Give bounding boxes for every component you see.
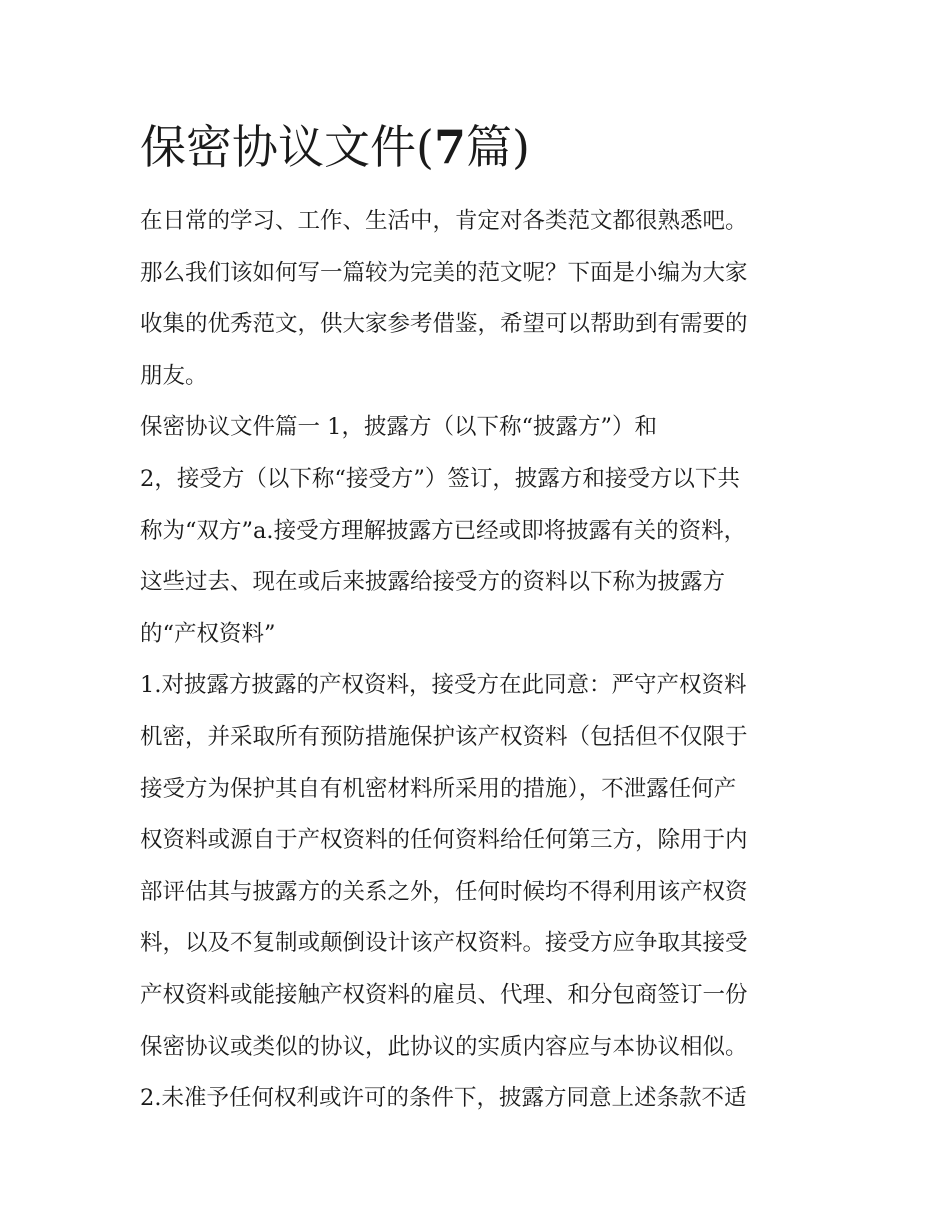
title-main: 保密协议文件(: [140, 120, 434, 174]
text-line: 产权资料或能接触产权资料的雇员、代理、和分包商签订一份: [140, 981, 748, 1008]
text-line: 2.未准予任何权利或许可的条件下，披露方同意上述条款不适: [140, 1085, 747, 1112]
text-line: 这些过去、现在或后来披露给接受方的资料以下称为披露方: [140, 569, 726, 596]
text-line: 1.对披露方披露的产权资料，接受方在此同意：严守产权资料: [140, 672, 747, 699]
text-line: 权资料或源自于产权资料的任何资料给任何第三方，除用于内: [140, 827, 748, 854]
text-line: 料，以及不复制或颠倒设计该产权资料。接受方应争取其接受: [140, 930, 748, 957]
text-line: 保密协议或类似的协议，此协议的实质内容应与本协议相似。: [140, 1033, 748, 1060]
document-title: [140, 112, 530, 182]
text-line: 的“产权资料”: [140, 620, 276, 647]
text-line: 收集的优秀范文，供大家参考借鉴，希望可以帮助到有需要的: [140, 311, 748, 338]
title-tail: 篇): [465, 120, 530, 174]
text-line: 保密协议文件篇一 1，披露方（以下称“披露方”）和: [140, 414, 657, 441]
text-line: 机密，并采取所有预防措施保护该产权资料（包括但不仅限于: [140, 723, 748, 750]
text-line: 朋友。: [140, 362, 208, 389]
text-line: 在日常的学习、工作、生活中，肯定对各类范文都很熟悉吧。: [140, 208, 748, 234]
text-line: 2，接受方（以下称“接受方”）签订，披露方和接受方以下共: [140, 465, 740, 492]
text-line: 称为“双方”a.接受方理解披露方已经或即将披露有关的资料，: [140, 517, 747, 544]
text-line: 部评估其与披露方的关系之外，任何时候均不得利用该产权资: [140, 878, 748, 905]
document-body: [140, 196, 820, 1125]
text-line: 那么我们该如何写一篇较为完美的范文呢？下面是小编为大家: [140, 259, 748, 286]
title-number: 7: [433, 120, 466, 174]
text-line: 接受方为保护其自有机密材料所采用的措施），不泄露任何产: [140, 775, 737, 802]
